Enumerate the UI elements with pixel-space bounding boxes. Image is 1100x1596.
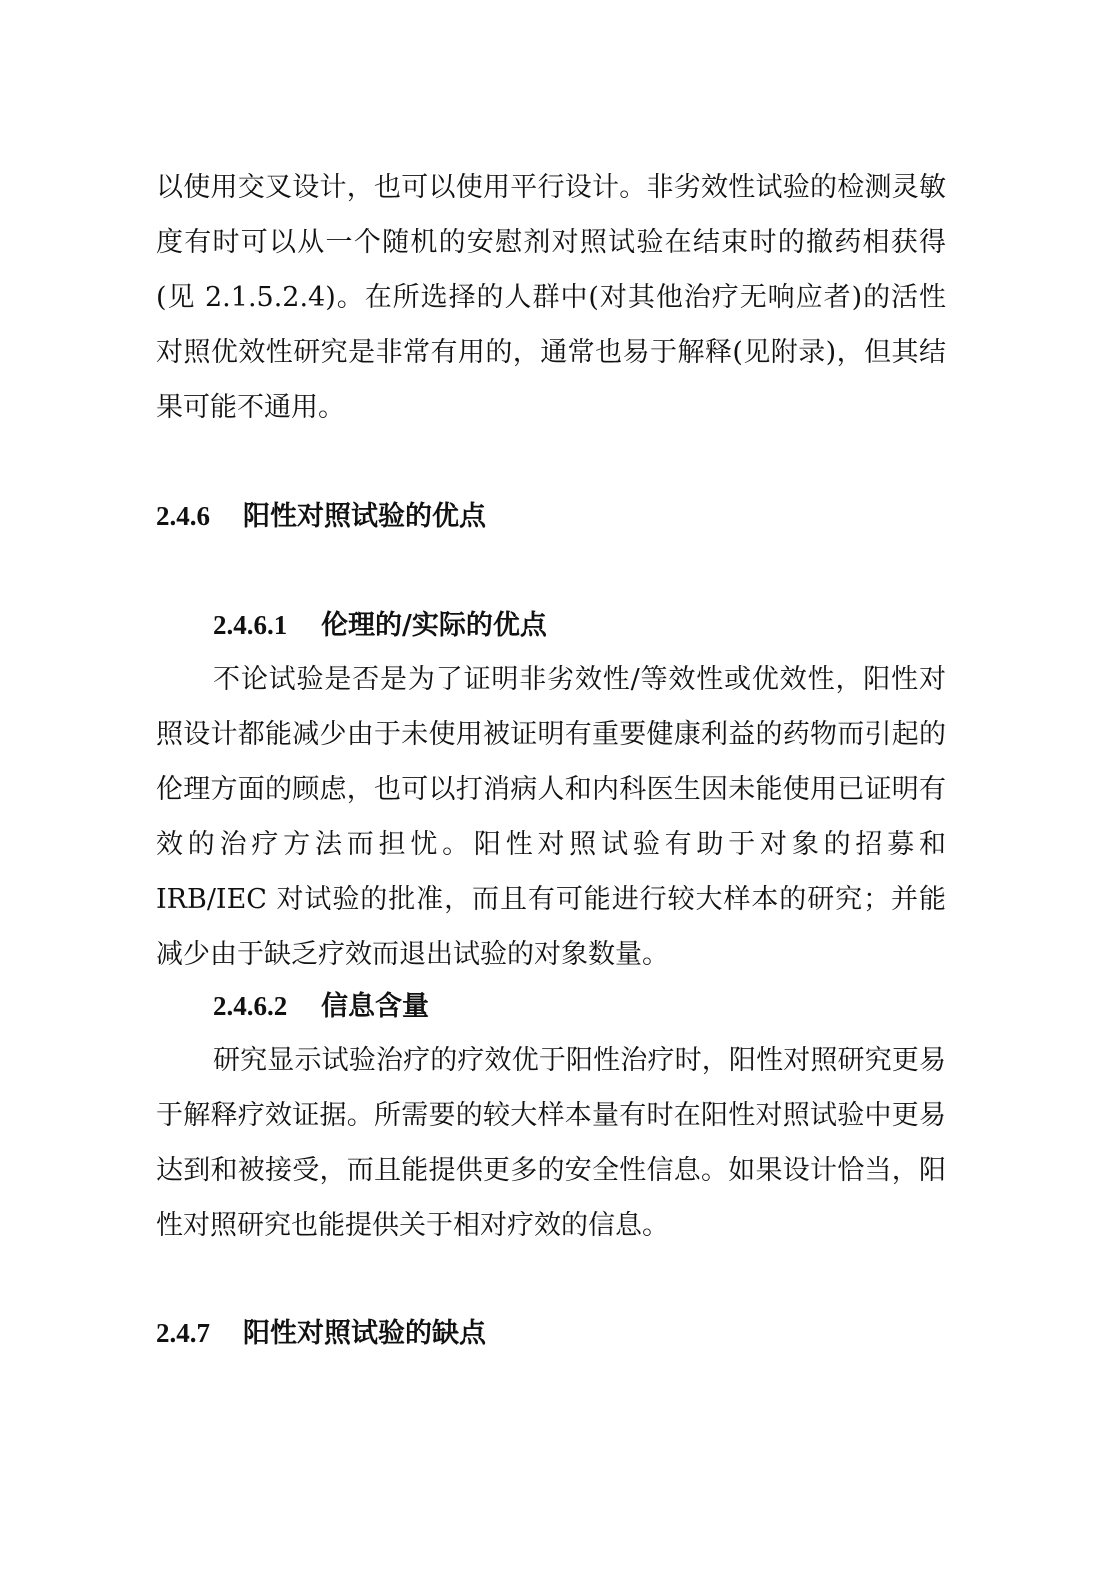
section-title: 阳性对照试验的缺点 xyxy=(243,1318,486,1349)
subsection-number: 2.4.6.1 xyxy=(213,610,288,640)
section-number: 2.4.7 xyxy=(156,1318,210,1348)
paragraph-information-content: 研究显示试验治疗的疗效优于阳性治疗时，阳性对照研究更易于解释疗效证据。所需要的较大样本量有时在阳性对照试验中更易达到和被接受，而且能提供更多的安全性信息。如果设计恰当，阳性对照研究也能提供关于相对疗效的信息。 xyxy=(156,1045,946,1241)
subsection-title: 伦理的/实际的优点 xyxy=(321,610,547,641)
paragraph-ethical-advantages: 不论试验是否是为了证明非劣效性/等效性或优效性，阳性对照设计都能减少由于未使用被证明有重要健康利益的药物而引起的伦理方面的顾虑，也可以打消病人和内科医生因未能使用已证明有效的治疗方法而担忧。阳性对照试验有助于对象的招募和 IRB/IEC 对试验的批准，而且有可能进行较大样本的研究；并能减少由于缺乏疗效而退出试验的对象数量。 xyxy=(156,664,946,970)
subsection-heading-2-4-6-2 xyxy=(213,986,429,1027)
section-number: 2.4.6 xyxy=(156,501,210,531)
subsection-number: 2.4.6.2 xyxy=(213,991,288,1021)
section-title: 阳性对照试验的优点 xyxy=(243,501,486,532)
paragraph-continuation: 以使用交叉设计，也可以使用平行设计。非劣效性试验的检测灵敏度有时可以从一个随机的安慰剂对照试验在结束时的撤药相获得(见 2.1.5.2.4)。在所选择的人群中(对其他治疗无响应者)的活性对照优效性研究是非常有用的，通常也易于解释(见附录)，但其结果可能不通用。 xyxy=(156,172,946,423)
section-heading-2-4-7 xyxy=(156,1313,486,1354)
section-heading-2-4-6 xyxy=(156,496,486,537)
subsection-heading-2-4-6-1 xyxy=(213,605,547,646)
subsection-title: 信息含量 xyxy=(321,991,429,1022)
